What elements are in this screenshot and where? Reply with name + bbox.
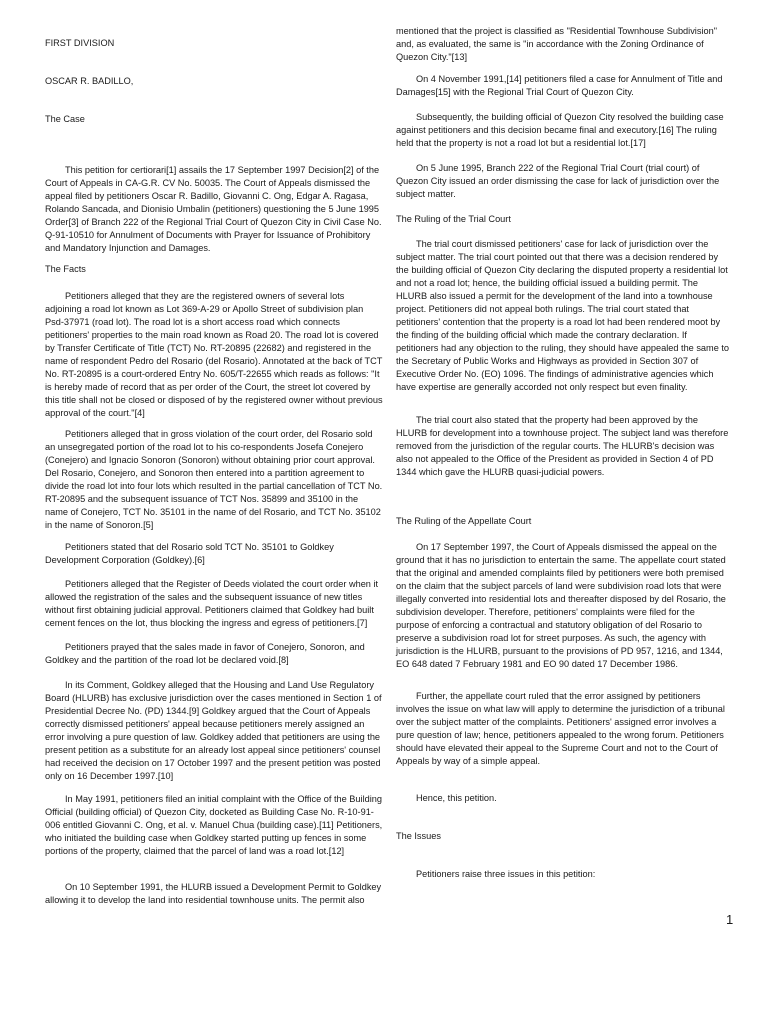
paragraph-trial-hlurb: The trial court also stated that the property had been approved by the HLURB for development into a townhouse project. The subject land was therefore removed from the jurisdiction of the regular courts. The HLURB's decision was also not appealed to the Office of the President as provided in Section 4 of PD 1344 which gave the HLURB quasi-judicial powers. [396, 415, 729, 477]
paragraph-facts-1: Petitioners alleged that they are the registered owners of several lots adjoining a road lot known as Lot 369-A-29 or Apollo Street of subdivision plan Psd-37971 (road lot). The road lot is a short access road which connects petitioners' properties to the main road known as Road 20. The road lot is covered by Transfer Certificate of Title (TCT) No. RT-20895 (22682) and registered in the name of respondent Pedro del Rosario (del Rosario). Annotated at the back of TCT No. RT-20895 is a court-ordered Entry No. 605/T-22655 which reads as follows: "It is hereby made of record that as per order of the Court, the street lot covered by this title shall not be closed or disposed of by the registered owner without previous approval of the court."[4] [45, 291, 383, 418]
paragraph-facts-7: In May 1991, petitioners filed an initial complaint with the Office of the Building Official (building official) of Quezon City, docketed as Building Case No. R-10-91-006 entitled Giovanni C. Ong, et al. v. Manuel Chua (building case).[11] Petitioners, who initiated the building case when Goldkey started putting up fences in some portions of the property, claimed that the parcel of land was a road lot.[12] [45, 794, 383, 856]
division-label: FIRST DIVISION [45, 38, 115, 48]
paragraph-facts-4: Petitioners alleged that the Register of Deeds violated the court order when it allowed the registration of the sales and the subsequent issuance of new titles without first obtaining judicial approval. Petitioners claimed that Goldkey had built cement fences on the lot, thus blocking the ingress and egress of petitioners.[7] [45, 579, 379, 628]
paragraph-facts-8: On 10 September 1991, the HLURB issued a Development Permit to Goldkey allowing it to develop the land into residential townhouse units. The permit also [45, 882, 382, 905]
paragraph-issues: Petitioners raise three issues in this petition: [416, 869, 596, 879]
paragraph-facts-6: In its Comment, Goldkey alleged that the Housing and Land Use Regulatory Board (HLURB) has exclusive jurisdiction over the cases mentioned in Section 1 of Presidential Decree No. (PD) 1344.[9] Goldkey argued that the Court of Appeals correctly dismissed petitioners' appeal because petitioners merely assigned an error involving a pure question of law. Goldkey added that petitioners are using the present petition as a substitute for an already lost appeal since petitioners' counsel had received the decision on 17 October 1997 and the present petition was posted only on 16 December 1997.[10] [45, 680, 382, 781]
paragraph-facts-2: Petitioners alleged that in gross violation of the court order, del Rosario sold an unsegregated portion of the road lot to his co-respondents Josefa Conejero (Conejero) and Ignacio Sonoron (Sonoron) without obtaining prior court approval. Del Rosario, Conejero, and Sonoron then entered into a partition agreement to divide the road lot into four lots which resulted in the partial cancellation of TCT No. RT-20895 and the subsequent issuance of TCT Nos. 35899 and 35100 in the name of Conejero, TCT No. 35101 in the name of del Rosario, and TCT No. 35102 in the name of Sonoron.[5] [45, 429, 383, 530]
section-heading-facts: The Facts [45, 264, 86, 274]
paragraph-appellate-ruling: On 17 September 1997, the Court of Appeals dismissed the appeal on the ground that it has no jurisdiction to entertain the same. The appellate court stated that the original and amended complaints filed by petitioners were both premised on the claim that the subject parcels of land were subdivision road lots that were illegally converted into residential lots and thereafter disposed by del Rosario, the subdivision developer. Therefore, petitioners' complaints were filed for the purpose of enforcing a contractual and statutory obligation of del Rosario to preserve a subdivision road lot for street purposes. As such, the agency with jurisdiction is the HLURB, pursuant to the provisions of PD 957, 1216, and 1344, EO 648 dated 7 February 1981 and EO 90 dated 17 December 1986. [396, 542, 726, 669]
paragraph-appellate-error: Further, the appellate court ruled that the error assigned by petitioners involves the issue on what law will apply to determine the jurisdiction of a tribunal over the subject matter of the complaints. Petitioners' assigned error involves a pure question of law; hence, petitioners appealed to the wrong forum. Petitioners should have elevated their appeal to the Supreme Court and not to the Court of Appeals by way of a simple appeal. [396, 691, 725, 766]
paragraph-facts-3: Petitioners stated that del Rosario sold TCT No. 35101 to Goldkey Development Corporation (Goldkey).[6] [45, 542, 334, 565]
paragraph-hence: Hence, this petition. [416, 793, 497, 803]
paragraph-facts-5: Petitioners prayed that the sales made in favor of Conejero, Sonoron, and Goldkey and the partition of the road lot be declared void.[8] [45, 642, 365, 665]
paragraph-trial-ruling: The trial court dismissed petitioners' case for lack of jurisdiction over the subject matter. The trial court pointed out that there was a decision rendered by the building official of Quezon City declaring the disputed property a residential lot and not a road lot; hence, the building official issued a building permit. The HLURB also issued a permit for the development of the land into a townhouse project. Petitioners did not appeal both rulings. The trial court stated that petitioners' contention that the property is a road lot had been rendered moot by the finding of the building official which made the contrary declaration. If petitioners had any objection to the ruling, they should have appealed the same to the Secretary of Public Works and Highways as provided in Section 307 of Executive Order No. (EO) 1096. The findings of administrative agencies which have expertise are generally accorded not only respect but even finality. [396, 239, 730, 392]
section-heading-appellate-court: The Ruling of the Appellate Court [396, 516, 532, 526]
section-heading-trial-court: The Ruling of the Trial Court [396, 214, 511, 224]
section-heading-case: The Case [45, 114, 85, 124]
paragraph-building-case: Subsequently, the building official of Quezon City resolved the building case against petitioners and this decision became final and executory.[16] The ruling held that the property is not a road lot but a residential lot.[17] [396, 112, 724, 148]
paragraph-annulment-case: On 4 November 1991,[14] petitioners filed a case for Annulment of Title and Damages[15] with the Regional Trial Court of Quezon City. [396, 74, 723, 97]
paragraph-continued: mentioned that the project is classified as "Residential Townhouse Subdivision" and, as evaluated, the same is "in accordance with the Zoning Ordinance of Quezon City."[13] [396, 26, 717, 62]
page-number: 1 [726, 912, 734, 927]
case-title: OSCAR R. BADILLO, [45, 76, 134, 86]
paragraph-dismissal-order: On 5 June 1995, Branch 222 of the Regional Trial Court (trial court) of Quezon City issued an order dismissing the case for lack of jurisdiction over the subject matter. [396, 163, 720, 199]
section-heading-issues: The Issues [396, 831, 441, 841]
paragraph-case: This petition for certiorari[1] assails the 17 September 1997 Decision[2] of the Court of Appeals in CA-G.R. CV No. 50035. The Court of Appeals dismissed the appeal filed by petitioners Oscar R. Badillo, Giovanni C. Ong, Edgar A. Ragasa, Rolando Sancada, and Dionisio Umbalin (petitioners) questioning the 5 June 1995 Order[3] of Branch 222 of the Regional Trial Court of Quezon City in Civil Case No. Q-91-10510 for Annulment of Documents with Prayer for Issuance of Prohibitory and Mandatory Injunction and Damages. [45, 165, 382, 253]
